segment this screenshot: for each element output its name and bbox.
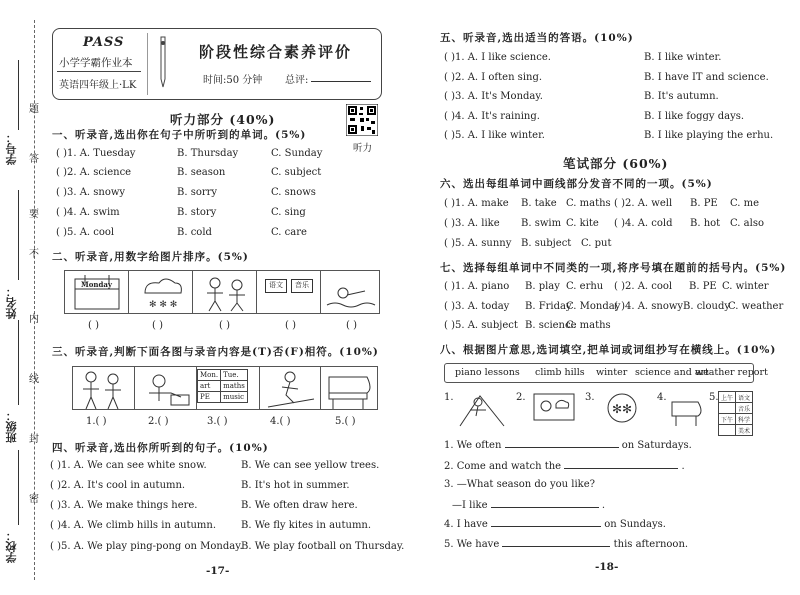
- child-drawing-icon: [135, 367, 197, 410]
- section8-title: 八、根据图片意思,选词填空,把单词或词组抄写在横线上。(10%): [440, 344, 777, 356]
- family-icon: [73, 367, 135, 410]
- s8-s1-post: on Saturdays.: [621, 440, 692, 451]
- s1-item3-b: B. sorry: [177, 187, 218, 198]
- class-line: [18, 320, 19, 405]
- book-name: 小学学霸作业本: [59, 57, 133, 69]
- s1-item3-c: C. snows: [271, 187, 316, 198]
- s8-s2-blank[interactable]: [564, 459, 678, 469]
- mini-cell: 音乐: [736, 403, 753, 414]
- pic1-text: Monday: [81, 280, 113, 289]
- piano-lesson-icon: [668, 388, 708, 428]
- s8-pic3-num: 3.: [585, 392, 595, 403]
- s3-pic3-timetable: [197, 369, 248, 403]
- s2-pic5-swimming: [321, 271, 380, 314]
- tt-cell: Mon.: [198, 370, 221, 381]
- s6-item4-c: C. also: [730, 218, 764, 229]
- s7-item3-c: C. Monday: [566, 301, 621, 312]
- school-label: 学校：: [5, 530, 18, 563]
- s4-item1-b: B. We can see yellow trees.: [241, 460, 380, 471]
- seal-char: 题: [29, 104, 39, 115]
- page-number-right: -18-: [595, 561, 619, 573]
- seal-char: 不: [29, 249, 39, 260]
- s7-item1-c: C. erhu: [566, 281, 604, 292]
- winter-snow-icon: [596, 388, 648, 428]
- s6-item1-c: C. maths: [566, 198, 611, 209]
- section3-picture-strip: [72, 366, 378, 410]
- s6-item3-b: B. swim: [521, 218, 562, 229]
- s6-item5-b: B. subject: [521, 238, 572, 249]
- s2-pic1-calendar: [65, 271, 129, 314]
- mini-cell: [719, 425, 736, 436]
- s7-item4-b: B. cloudy: [683, 301, 731, 312]
- s7-item5-b: B. science: [525, 320, 577, 331]
- s7-item2-a[interactable]: ( )2. A. cool: [614, 281, 673, 292]
- header-vertical-divider: [147, 33, 148, 95]
- s4-item3-a[interactable]: ( )3. A. We make things here.: [50, 500, 198, 511]
- section4-title: 四、听录音,选出你所听到的句子。(10%): [52, 442, 269, 454]
- s8-sentence4: [444, 517, 666, 530]
- s8-s4-blank[interactable]: [491, 517, 601, 527]
- word-bank-item: weather report: [695, 367, 768, 378]
- word-bank-item: climb hills: [535, 367, 585, 378]
- section6-title: 六、选出每组单词中画线部分发音不同的一项。(5%): [440, 178, 713, 190]
- class-label: 班级：: [5, 410, 18, 443]
- s4-item1-a[interactable]: ( )1. A. We can see white snow.: [50, 460, 207, 471]
- section2-picture-strip: [64, 270, 380, 314]
- snow-cloud-icon: [129, 271, 193, 314]
- tt-cell: art: [198, 381, 221, 392]
- seal-char: 答: [29, 154, 39, 165]
- s8-sentence2: [444, 459, 685, 472]
- s6-item1-a[interactable]: ( )1. A. make: [444, 198, 509, 209]
- s8-pic4-num: 4.: [657, 392, 667, 403]
- s4-item5-a[interactable]: ( )5. A. We play ping-pong on Monday.: [50, 541, 243, 552]
- s2-pic4-books: [257, 271, 321, 314]
- s2-pic2-snow: [129, 271, 193, 314]
- s8-sentence3-answer: [452, 498, 605, 511]
- s2-answer-4[interactable]: ( ): [285, 320, 296, 331]
- skiing-icon: [260, 367, 322, 410]
- s5-item4-a[interactable]: ( )4. A. It's raining.: [444, 111, 540, 122]
- seal-char: 封: [29, 434, 39, 445]
- s1-item2-a[interactable]: ( )2. A. science: [56, 167, 132, 178]
- s6-item1-b: B. take: [521, 198, 557, 209]
- name-line: [18, 190, 19, 280]
- s4-item2-a[interactable]: ( )2. A. It's cool in autumn.: [50, 480, 186, 491]
- seal-char: 密: [29, 494, 39, 505]
- s1-item4-a[interactable]: ( )4. A. swim: [56, 207, 120, 218]
- s7-item5-c: C. maths: [566, 320, 611, 331]
- s6-item5-c: C. put: [581, 238, 612, 249]
- s8-s4-post: on Sundays.: [604, 519, 666, 530]
- tt-cell: Tue.: [221, 370, 248, 381]
- s1-item5-a[interactable]: ( )5. A. cool: [56, 227, 115, 238]
- school-line: [18, 450, 19, 525]
- exam-title: 阶段性综合素养评价: [199, 43, 353, 61]
- student-number-label: 学号：: [5, 132, 18, 165]
- section5-title: 五、听录音,选出适当的答语。(10%): [440, 32, 634, 44]
- s1-item1-a[interactable]: ( )1. A. Tuesday: [56, 148, 136, 159]
- header-box: [52, 28, 382, 100]
- s3-answer-3[interactable]: 3.( ): [207, 416, 228, 427]
- s7-item2-c: C. winter: [722, 281, 769, 292]
- s2-answer-3[interactable]: ( ): [219, 320, 230, 331]
- word-bank: [444, 363, 768, 383]
- s5-item3-b: B. It's autumn.: [644, 91, 719, 102]
- qr-label: 听力: [353, 143, 373, 154]
- s3-answer-4[interactable]: 4.( ): [270, 416, 291, 427]
- s8-s3-blank[interactable]: [491, 498, 599, 508]
- weather-report-tv-icon: [528, 388, 580, 428]
- s5-item2-b: B. I have IT and science.: [644, 72, 769, 83]
- s1-item1-c: C. Sunday: [271, 148, 323, 159]
- s8-s1-blank[interactable]: [505, 438, 619, 448]
- tt-cell: maths: [221, 381, 248, 392]
- score-blank: [311, 81, 371, 82]
- word-bank-item: piano lessons: [455, 367, 520, 378]
- time-label: 时间:50 分钟: [203, 75, 263, 86]
- s5-item1-a[interactable]: ( )1. A. I like science.: [444, 52, 551, 63]
- header-divider: [57, 71, 141, 72]
- climbing-hills-icon: [456, 388, 508, 428]
- book-music: 音乐: [291, 279, 313, 293]
- s4-item2-b: B. It's hot in summer.: [241, 480, 350, 491]
- s6-item2-b: B. PE: [690, 198, 718, 209]
- calendar-icon: [65, 271, 129, 314]
- s5-item1-b: B. I like winter.: [644, 52, 722, 63]
- s7-item2-b: B. PE: [689, 281, 717, 292]
- s1-item2-c: C. subject: [271, 167, 322, 178]
- s4-item4-a[interactable]: ( )4. A. We climb hills in autumn.: [50, 520, 217, 531]
- s4-item5-b: B. We play football on Thursday.: [241, 541, 405, 552]
- section3-title: 三、听录音,判断下面各图与录音内容是(T)否(F)相符。(10%): [52, 346, 379, 358]
- section1-title: 一、听录音,选出你在句子中所听到的单词。(5%): [52, 129, 307, 141]
- s1-item1-b: B. Thursday: [177, 148, 239, 159]
- s1-item5-c: C. care: [271, 227, 307, 238]
- s8-s2-post: .: [681, 461, 685, 472]
- s8-sentence3-question: 3. —What season do you like?: [444, 479, 596, 490]
- svg-text:✻ ✻ ✻: ✻ ✻ ✻: [149, 300, 178, 310]
- s5-item4-b: B. I like foggy days.: [644, 111, 745, 122]
- s1-item5-b: B. cold: [177, 227, 212, 238]
- s8-s3-pre: —I like: [452, 500, 488, 511]
- tt-cell: PE: [198, 392, 221, 403]
- mini-schedule: [718, 391, 753, 436]
- mini-cell: 美术: [736, 425, 753, 436]
- s1-item2-b: B. season: [177, 167, 226, 178]
- s3-answer-1[interactable]: 1.( ): [86, 416, 107, 427]
- s3-pic2-drawing: [135, 367, 197, 410]
- section7-title: 七、选择每组单词中不同类的一项,将序号填在题前的括号内。(5%): [440, 262, 787, 274]
- s5-item5-a[interactable]: ( )5. A. I like winter.: [444, 130, 545, 141]
- section2-title: 二、听录音,用数字给图片排序。(5%): [52, 251, 249, 263]
- s2-answer-1[interactable]: ( ): [88, 320, 99, 331]
- pen-icon: [151, 35, 173, 91]
- s7-item3-a[interactable]: ( )3. A. today: [444, 301, 510, 312]
- s4-item3-b: B. We often draw here.: [241, 500, 358, 511]
- mini-cell: 语文: [736, 392, 753, 403]
- svg-text:✻✻: ✻✻: [612, 402, 633, 416]
- s5-item2-a[interactable]: ( )2. A. I often sing.: [444, 72, 543, 83]
- s2-answer-2[interactable]: ( ): [152, 320, 163, 331]
- page-number-left: -17-: [206, 565, 230, 577]
- binding-strip: [0, 0, 44, 595]
- s6-item3-c: C. kite: [566, 218, 599, 229]
- s8-s5-post: this afternoon.: [613, 539, 689, 550]
- s7-item5-a[interactable]: ( )5. A. subject: [444, 320, 518, 331]
- s2-answer-5[interactable]: ( ): [346, 320, 357, 331]
- s8-s2-pre: 2. Come and watch the: [444, 461, 562, 472]
- swimming-icon: [321, 271, 380, 314]
- mini-cell: 下午: [719, 414, 736, 425]
- s5-item3-a[interactable]: ( )3. A. It's Monday.: [444, 91, 543, 102]
- children-playing-icon: [193, 271, 257, 314]
- qr-code-icon[interactable]: [346, 104, 378, 136]
- s3-pic5-piano: [321, 367, 378, 410]
- s3-answer-5[interactable]: 5.( ): [335, 416, 356, 427]
- s1-item4-b: B. story: [177, 207, 217, 218]
- s8-sentence5: [444, 537, 688, 550]
- s3-answer-2[interactable]: 2.( ): [148, 416, 169, 427]
- s6-item4-b: B. hot: [690, 218, 721, 229]
- s6-item2-c: C. me: [730, 198, 760, 209]
- timetable: [197, 369, 248, 403]
- seal-char: 线: [29, 374, 39, 385]
- s7-item1-a[interactable]: ( )1. A. piano: [444, 281, 510, 292]
- s8-s4-pre: 4. I have: [444, 519, 488, 530]
- seal-char: 内: [29, 314, 39, 325]
- s7-item4-c: C. weather: [728, 301, 784, 312]
- s2-pic3-kids: [193, 271, 257, 314]
- s1-item3-a[interactable]: ( )3. A. snowy: [56, 187, 126, 198]
- s8-s5-blank[interactable]: [502, 537, 610, 547]
- s3-pic1-family: [73, 367, 135, 410]
- s8-pic2-num: 2.: [516, 392, 526, 403]
- book-chinese: 语文: [265, 279, 287, 293]
- s8-sentence1: [444, 438, 692, 451]
- written-title: 笔试部分 (60%): [563, 156, 669, 171]
- s6-item5-a[interactable]: ( )5. A. sunny: [444, 238, 512, 249]
- piano-icon: [321, 367, 378, 410]
- s7-item1-b: B. play: [525, 281, 560, 292]
- pass-logo: PASS: [83, 35, 125, 50]
- s6-item4-a[interactable]: ( )4. A. cold: [614, 218, 673, 229]
- s3-pic4-skiing: [259, 367, 321, 410]
- grade-label: 英语四年级上·LK: [59, 80, 137, 91]
- s5-item5-b: B. I like playing the erhu.: [644, 130, 774, 141]
- score-label: 总评:: [285, 75, 309, 86]
- s8-s5-pre: 5. We have: [444, 539, 500, 550]
- s8-pic1-num: 1.: [444, 392, 454, 403]
- s4-item4-b: B. We fly kites in autumn.: [241, 520, 372, 531]
- student-number-line: [18, 60, 19, 130]
- s7-item3-b: B. Friday: [525, 301, 572, 312]
- name-label: 姓名：: [5, 286, 18, 319]
- s1-item4-c: C. sing: [271, 207, 306, 218]
- mini-cell: 科学: [736, 414, 753, 425]
- tt-cell: music: [221, 392, 248, 403]
- s8-pic5-num: 5.: [709, 392, 719, 403]
- s6-item3-a[interactable]: ( )3. A. like: [444, 218, 500, 229]
- s8-s1-pre: 1. We often: [444, 440, 502, 451]
- mini-cell: 上午: [719, 392, 736, 403]
- mini-cell: [719, 403, 736, 414]
- s6-item2-a[interactable]: ( )2. A. well: [614, 198, 673, 209]
- s8-s3-post: .: [601, 500, 606, 511]
- word-bank-item: winter: [596, 367, 628, 378]
- seal-char: 要: [29, 209, 39, 220]
- listening-title: 听力部分 (40%): [170, 112, 276, 127]
- s8-pic5-schedule: [718, 391, 753, 436]
- word-bank-item: science and art: [635, 367, 709, 378]
- s7-item4-a[interactable]: ( )4. A. snowy: [614, 301, 684, 312]
